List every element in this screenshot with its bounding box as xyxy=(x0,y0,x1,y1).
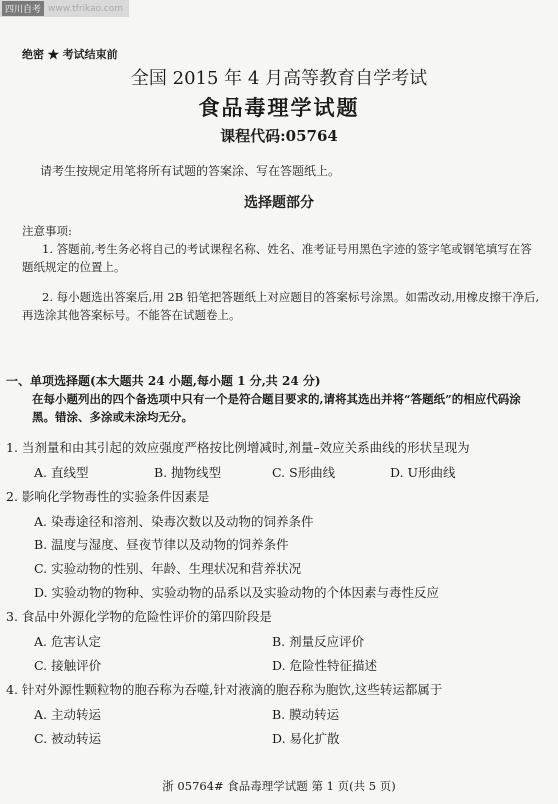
question-stem: 3. 食品中外源化学物的危险性评价的第四阶段是 xyxy=(6,609,272,624)
question-option: C. 接触评价 xyxy=(34,658,102,673)
question-option: C. 实验动物的性别、年龄、生理状况和营养状况 xyxy=(34,561,302,576)
question-option: B. 剂量反应评价 xyxy=(272,634,365,649)
question-option: D. 实验动物的物种、实验动物的品系以及实验动物的个体因素与毒性反应 xyxy=(34,585,440,600)
course-code: 课程代码:05764 xyxy=(220,127,338,145)
question-option: B. 抛物线型 xyxy=(154,465,222,480)
watermark-url: www.tfrikao.com xyxy=(48,3,124,14)
question-stem: 4. 针对外源性颗粒物的胞吞称为吞噬,针对液滴的胞吞称为胞饮,这些转运都属于 xyxy=(6,682,443,697)
watermark-brand: 四川自考 xyxy=(2,1,44,16)
question-option: D. 易化扩散 xyxy=(272,731,340,746)
part1-heading: 一、单项选择题(本大题共 24 小题,每小题 1 分,共 24 分) xyxy=(6,374,321,388)
question-stem: 1. 当剂量和由其引起的效应强度严格按比例增减时,剂量–效应关系曲线的形状呈现为 xyxy=(6,440,470,455)
part1-description: 在每小题列出的四个备选项中只有一个是符合题目要求的,请将其选出并将“答题纸”的相应代码涂黑。错涂、多涂或未涂均无分。 xyxy=(32,392,521,424)
question-option: A. 危害认定 xyxy=(34,634,101,649)
question-option: A. 直线型 xyxy=(34,465,89,480)
question-option: C. 被动转运 xyxy=(34,731,102,746)
section-heading: 选择题部分 xyxy=(244,195,314,211)
note-item-1: 1. 答题前,考生务必将自己的考试课程名称、姓名、准考证号用黑色字迹的签字笔或钢笔填写在答题纸规定的位置上。 xyxy=(22,242,532,274)
subject-title: 食品毒理学试题 xyxy=(198,95,360,120)
answer-instruction: 请考生按规定用笔将所有试题的答案涂、写在答题纸上。 xyxy=(40,164,341,178)
question-stem: 2. 影响化学物毒性的实验条件因素是 xyxy=(6,489,210,504)
watermark-bar xyxy=(0,0,129,17)
question-option: A. 染毒途径和溶剂、染毒次数以及动物的饲养条件 xyxy=(34,514,314,529)
question-option: B. 膜动转运 xyxy=(272,707,340,722)
exam-title: 全国 2015 年 4 月高等教育自学考试 xyxy=(130,68,428,89)
question-option: B. 温度与湿度、昼夜节律以及动物的饲养条件 xyxy=(34,537,289,552)
question-option: D. U形曲线 xyxy=(390,465,456,480)
question-option: C. S形曲线 xyxy=(272,465,336,480)
page-footer: 浙 05764# 食品毒理学试题 第 1 页(共 5 页) xyxy=(162,779,396,793)
question-option: A. 主动转运 xyxy=(34,707,101,722)
confidential-mark: 绝密 ★ 考试结束前 xyxy=(22,48,118,61)
note-item-2: 2. 每小题选出答案后,用 2B 铅笔把答题纸上对应题目的答案标号涂黑。如需改动,用橡皮擦干净后,再选涂其他答案标号。不能答在试题卷上。 xyxy=(22,290,540,322)
notes-heading: 注意事项: xyxy=(22,224,72,238)
question-option: D. 危险性特征描述 xyxy=(272,658,378,673)
